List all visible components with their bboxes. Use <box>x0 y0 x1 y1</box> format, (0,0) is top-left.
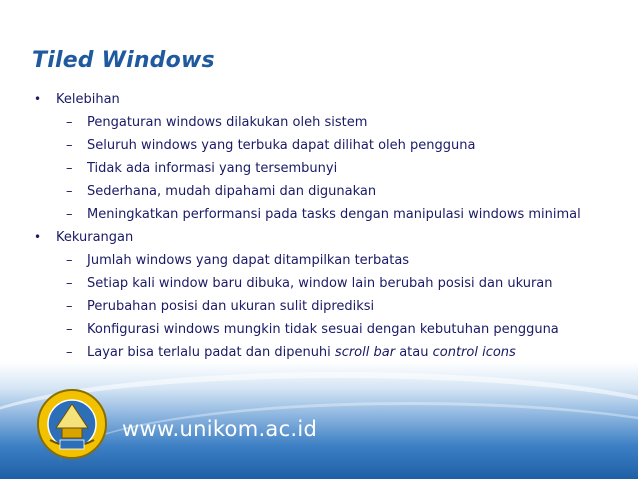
sub-marker: – <box>66 138 73 153</box>
bullet-marker: • <box>34 92 42 106</box>
sub-item <box>66 161 337 176</box>
sub-marker: – <box>66 322 73 337</box>
sub-item <box>66 115 367 130</box>
sub-marker: – <box>66 207 73 222</box>
sub-item-text: Pengaturan windows dilakukan oleh sistem <box>87 115 368 130</box>
sub-item-text: Setiap kali window baru dibuka, window lain berubah posisi dan ukuran <box>87 276 553 291</box>
sub-item-text: Sederhana, mudah dipahami dan digunakan <box>87 184 377 199</box>
sub-item-emphasis: scroll bar <box>334 345 396 360</box>
sub-marker: – <box>66 184 73 199</box>
sub-item <box>66 138 475 153</box>
sub-item <box>66 322 559 337</box>
sub-item-text: Konfigurasi windows mungkin tidak sesuai dengan kebutuhan pengguna <box>87 322 559 337</box>
sub-item-text: Tidak ada informasi yang tersembunyi <box>87 161 338 176</box>
sub-item <box>66 207 581 222</box>
sub-marker: – <box>66 299 73 314</box>
sub-item <box>66 299 374 314</box>
bullet-marker: • <box>34 230 42 244</box>
sub-item-text: Meningkatkan performansi pada tasks dengan manipulasi windows minimal <box>87 207 581 222</box>
sub-item-emphasis: control icons <box>432 345 516 360</box>
sub-marker: – <box>66 253 73 268</box>
bullet-label: Kelebihan <box>56 92 120 107</box>
footer-url: www.unikom.ac.id <box>122 417 318 441</box>
bullet-kekurangan <box>34 230 133 245</box>
sub-item <box>66 253 409 268</box>
sub-marker: – <box>66 276 73 291</box>
slide-title: Tiled Windows <box>32 48 215 73</box>
sub-marker: – <box>66 161 73 176</box>
unikom-logo-icon <box>36 388 108 460</box>
sub-item <box>66 276 553 291</box>
sub-item <box>66 345 516 360</box>
sub-item-prefix: Layar bisa terlalu padat dan dipenuhi <box>87 345 335 360</box>
sub-item-text <box>87 345 516 360</box>
sub-item-text: Jumlah windows yang dapat ditampilkan terbatas <box>87 253 410 268</box>
sub-marker: – <box>66 345 73 360</box>
sub-item-text: Seluruh windows yang terbuka dapat dilihat oleh pengguna <box>87 138 476 153</box>
sub-marker: – <box>66 115 73 130</box>
sub-item-text: Perubahan posisi dan ukuran sulit diprediksi <box>87 299 375 314</box>
sub-item-mid: atau <box>395 345 433 360</box>
sub-item <box>66 184 376 199</box>
bullet-kelebihan <box>34 92 120 107</box>
bullet-label: Kekurangan <box>56 230 134 245</box>
